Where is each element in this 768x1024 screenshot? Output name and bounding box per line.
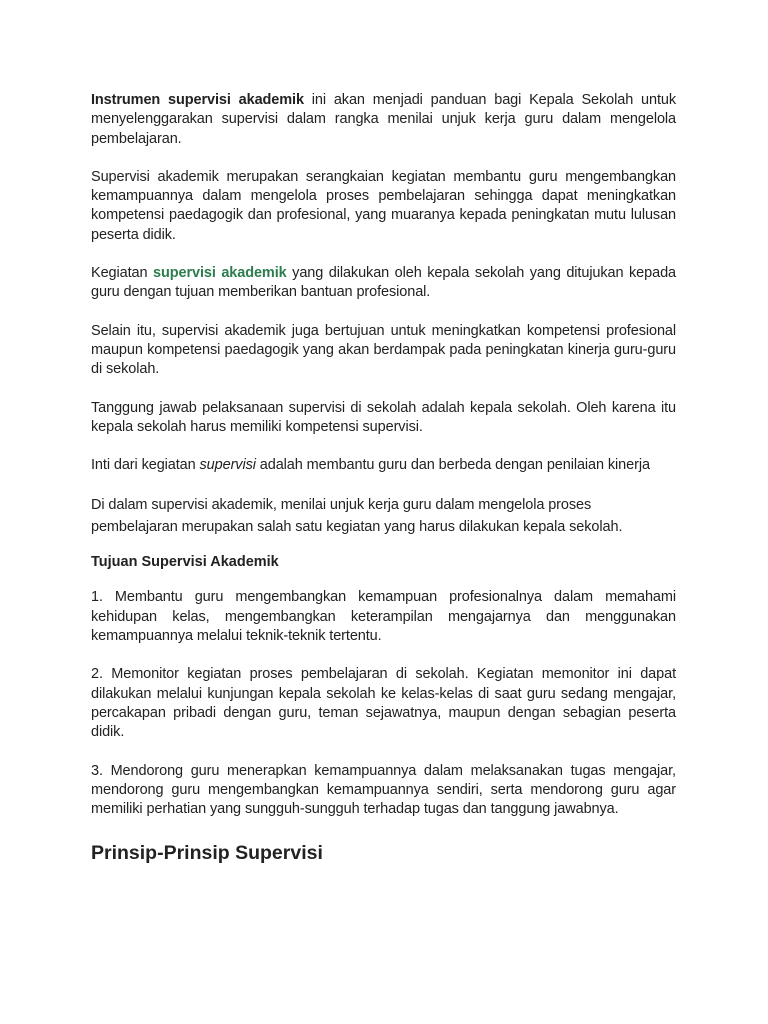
- inti-after-text: adalah membantu guru dan berbeda dengan penilaian kinerja: [255, 457, 650, 474]
- list-item-tujuan-3: 3. Mendorong guru menerapkan kemampuannya dalam melaksanakan tugas mengajar, mendorong guru mengembangkan kemampuannya sendiri, serta mendorong guru agar memiliki perhatian yang sungguh-sungguh terhadap tugas dan tanggung jawabnya.: [91, 762, 676, 818]
- intro-rest-text: ini akan menjadi panduan bagi Kepala Sekolah untuk menyelenggarakan supervisi dalam rangka menilai unjuk kerja guru dalam mengelola pembelajaran.: [91, 92, 676, 147]
- paragraph-tanggung-jawab: Tanggung jawab pelaksanaan supervisi di sekolah adalah kepala sekolah. Oleh karena itu kepala sekolah harus memiliki kompetensi supervisi.: [91, 399, 676, 435]
- inti-emphasis-text: supervisi: [199, 457, 256, 474]
- kegiatan-after-text: yang dilakukan oleh kepala sekolah yang ditujukan kepada guru dengan tujuan memberikan bantuan profesional.: [91, 265, 676, 301]
- list-item-tujuan-1: 1. Membantu guru mengembangkan kemampuan profesionalnya dalam memahami kehidupan kelas, mengembangkan keterampilan mengajarnya dan menggunakan kemampuannya melalui teknik-teknik tertentu.: [91, 589, 676, 645]
- intro-lead-text: Instrumen supervisi akademik: [91, 92, 304, 108]
- paragraph-intro: [91, 91, 676, 149]
- paragraph-definition: Supervisi akademik merupakan serangkaian kegiatan membantu guru mengembangkan kemampuannya dalam mengelola proses pembelajaran sehingga dapat meningkatkan kompetensi paedagogik dan profesional, yang muaranya kepada peningkatan mutu lulusan peserta didik.: [91, 168, 676, 243]
- paragraph-selain-itu: Selain itu, supervisi akademik juga bertujuan untuk meningkatkan kompetensi profesional maupun kompetensi paedagogik yang akan berdampak pada peningkatan kinerja guru-guru di sekolah.: [91, 322, 676, 378]
- kegiatan-before-text: Kegiatan: [91, 265, 153, 282]
- paragraph-di-dalam: Di dalam supervisi akademik, menilai unjuk kerja guru dalam mengelola proses pembelajaran merupakan salah satu kegiatan yang harus dilakukan kepala sekolah.: [91, 497, 623, 536]
- document-body: [91, 91, 676, 865]
- list-item-tujuan-2: 2. Memonitor kegiatan proses pembelajaran di sekolah. Kegiatan memonitor ini dapat dilakukan melalui kunjungan kepala sekolah ke kelas-kelas di saat guru sedang mengajar, percakapan pribadi dengan guru, teman sejawatnya, maupun dengan sebagian peserta didik.: [91, 666, 676, 741]
- heading-prinsip: Prinsip-Prinsip Supervisi: [91, 842, 323, 865]
- heading-tujuan: Tujuan Supervisi Akademik: [91, 554, 279, 571]
- paragraph-kegiatan: [91, 264, 676, 303]
- inti-before-text: Inti dari kegiatan: [91, 457, 200, 474]
- supervisi-akademik-link[interactable]: supervisi akademik: [153, 265, 287, 282]
- paragraph-inti: [91, 456, 676, 475]
